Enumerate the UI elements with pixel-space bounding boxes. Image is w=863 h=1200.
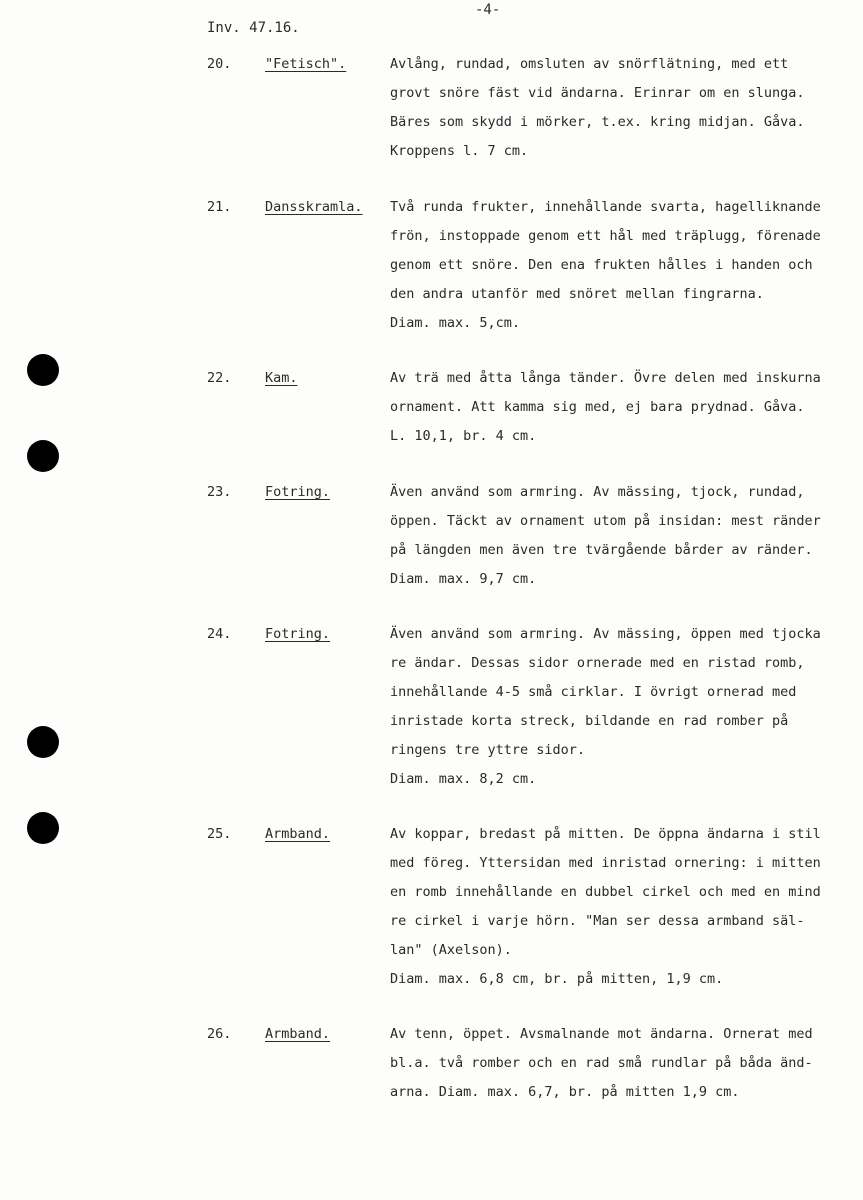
entry-number: 20. [207, 56, 232, 72]
inventory-number: Inv. 47.16. [207, 20, 300, 36]
entry-number: 25. [207, 826, 232, 842]
entry-name: Kam. [265, 370, 298, 386]
description-line: den andra utanför med snöret mellan fingrarna. [390, 286, 764, 302]
description-line: Av koppar, bredast på mitten. De öppna ändarna i stil [390, 826, 821, 842]
description-line: re cirkel i varje hörn. "Man ser dessa armband säl- [390, 913, 805, 929]
description-line: med föreg. Yttersidan med inristad ornering: i mitten [390, 855, 821, 871]
entry-description [390, 620, 845, 794]
entry-description [390, 1020, 845, 1107]
entry-number: 24. [207, 626, 232, 642]
punch-hole [27, 440, 59, 472]
entry-name: Fotring. [265, 626, 331, 642]
description-line: Av trä med åtta långa tänder. Övre delen med inskurna [390, 370, 821, 386]
description-line: frön, instoppade genom ett hål med träplugg, förenade [390, 228, 821, 244]
description-line: Diam. max. 5,cm. [390, 315, 521, 331]
entry-number: 23. [207, 484, 232, 500]
entry-description [390, 820, 845, 994]
description-line: Även använd som armring. Av mässing, tjock, rundad, [390, 484, 805, 500]
description-line: Kroppens l. 7 cm. [390, 143, 529, 159]
description-line: ornament. Att kamma sig med, ej bara prydnad. Gåva. [390, 399, 805, 415]
description-line: Av tenn, öppet. Avsmalnande mot ändarna. Ornerat med [390, 1026, 813, 1042]
entry-description [390, 193, 845, 338]
entry-name: "Fetisch". [265, 56, 347, 72]
page-number: -4- [475, 2, 501, 18]
description-line: Avlång, rundad, omsluten av snörflätning, med ett [390, 56, 789, 72]
description-line: Diam. max. 8,2 cm. [390, 771, 537, 787]
description-line: lan" (Axelson). [390, 942, 512, 958]
entry-name: Dansskramla. [265, 199, 363, 215]
entry-number: 21. [207, 199, 232, 215]
description-line: grovt snöre fäst vid ändarna. Erinrar om en slunga. [390, 85, 805, 101]
description-line: arna. Diam. max. 6,7, br. på mitten 1,9 cm. [390, 1084, 740, 1100]
description-line: bl.a. två romber och en rad små rundlar på båda änd- [390, 1055, 813, 1071]
description-line: L. 10,1, br. 4 cm. [390, 428, 537, 444]
description-line: öppen. Täckt av ornament utom på insidan: mest ränder [390, 513, 821, 529]
punch-hole [27, 354, 59, 386]
description-line: Diam. max. 9,7 cm. [390, 571, 537, 587]
entry-name: Fotring. [265, 484, 331, 500]
description-line: inristade korta streck, bildande en rad romber på [390, 713, 789, 729]
description-line: innehållande 4-5 små cirklar. I övrigt ornerad med [390, 684, 797, 700]
description-line: genom ett snöre. Den ena frukten hålles i handen och [390, 257, 813, 273]
description-line: re ändar. Dessas sidor ornerade med en ristad romb, [390, 655, 805, 671]
entry-description [390, 478, 845, 594]
punch-hole [27, 812, 59, 844]
description-line: Även använd som armring. Av mässing, öppen med tjocka [390, 626, 821, 642]
description-line: på längden men även tre tvärgående bårder av ränder. [390, 542, 813, 558]
entry-number: 22. [207, 370, 232, 386]
punch-hole [27, 726, 59, 758]
entry-name: Armband. [265, 1026, 331, 1042]
description-line: ringens tre yttre sidor. [390, 742, 586, 758]
description-line: Bäres som skydd i mörker, t.ex. kring midjan. Gåva. [390, 114, 805, 130]
entry-description [390, 50, 845, 166]
description-line: en romb innehållande en dubbel cirkel och med en mind [390, 884, 821, 900]
description-line: Två runda frukter, innehållande svarta, hagelliknande [390, 199, 821, 215]
entry-name: Armband. [265, 826, 331, 842]
entry-number: 26. [207, 1026, 232, 1042]
entry-description [390, 364, 845, 451]
description-line: Diam. max. 6,8 cm, br. på mitten, 1,9 cm. [390, 971, 724, 987]
